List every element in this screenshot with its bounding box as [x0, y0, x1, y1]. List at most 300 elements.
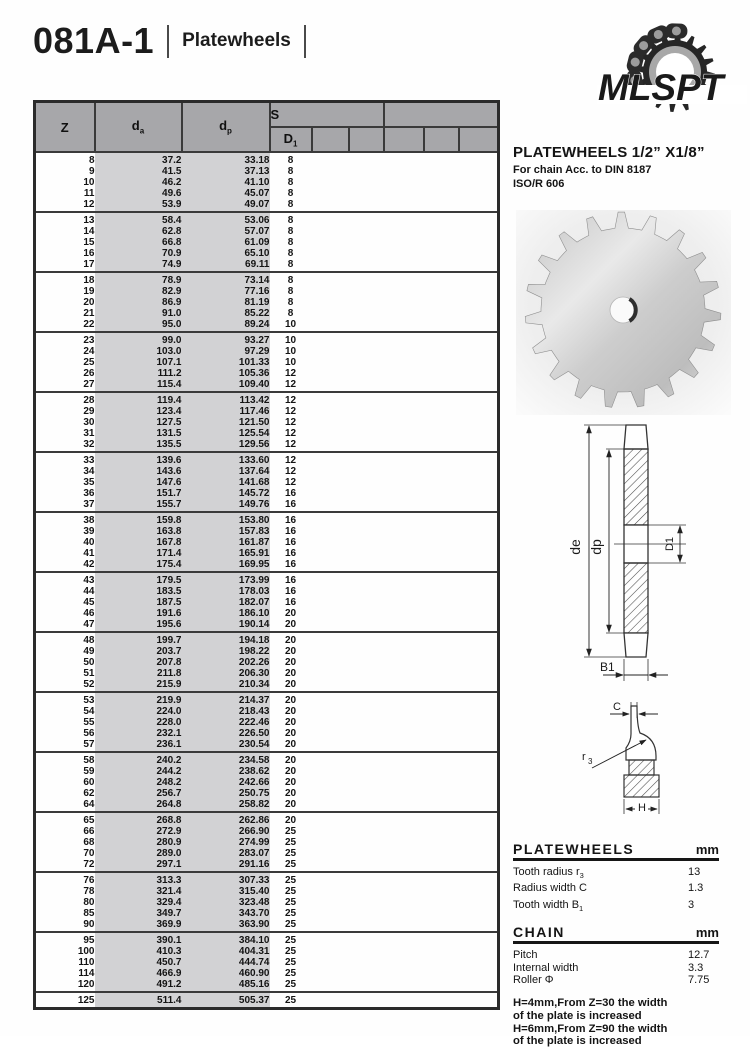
table-row [35, 777, 499, 788]
spec-section [513, 841, 719, 1048]
table-cell-dp: 194.18 [182, 632, 270, 646]
table-cell-s: 12 [284, 439, 297, 450]
table-cell-s: 20 [284, 717, 297, 728]
table-row [35, 788, 499, 799]
table-cell-z: 36 [83, 488, 95, 499]
table-row [35, 679, 499, 692]
table-cell-rest [384, 439, 499, 452]
table-cell-da: 99.0 [95, 332, 182, 346]
table-cell-dp: 182.07 [182, 597, 270, 608]
table-cell-da: 215.9 [95, 679, 182, 692]
table-cell-dp: 186.10 [182, 608, 270, 619]
table-cell-da: 410.3 [95, 946, 182, 957]
table-row [35, 379, 499, 392]
table-row [35, 572, 499, 586]
table-cell-rest [384, 477, 499, 488]
table-cell-s: 8 [287, 237, 294, 248]
table-cell-dp: 173.99 [182, 572, 270, 586]
table-cell-rest [384, 728, 499, 739]
table-row [35, 646, 499, 657]
table-cell-s: 20 [284, 646, 297, 657]
table-cell-s: 20 [284, 695, 297, 706]
table-cell-dp: 85.22 [182, 308, 270, 319]
table-cell-da: 107.1 [95, 357, 182, 368]
table-cell-z: 72 [83, 859, 95, 870]
table-cell-da: 199.7 [95, 632, 182, 646]
table-cell-rest [384, 499, 499, 512]
table-cell-s: 20 [284, 799, 297, 810]
table-cell-z: 58 [83, 755, 95, 766]
table-cell-z: 42 [83, 559, 95, 570]
table-cell-z: 90 [83, 919, 95, 930]
plate-width-notes: H=4mm,From Z=30 the width of the plate is increased H=6mm,From Z=90 the width of the plate is increased [513, 997, 668, 1048]
table-cell-dp: 222.46 [182, 717, 270, 728]
table-cell-dp: 69.11 [182, 259, 270, 272]
table-cell-z: 21 [83, 308, 95, 319]
table-cell-rest [384, 199, 499, 212]
table-cell-s: 16 [284, 575, 297, 586]
table-row [35, 559, 499, 572]
platewheels-spec-title: PLATEWHEELS [513, 841, 635, 857]
table-cell-dp: 178.03 [182, 586, 270, 597]
table-cell-da: 272.9 [95, 826, 182, 837]
table-cell-rest [384, 706, 499, 717]
table-cell-rest [384, 332, 499, 346]
table-cell-da: 195.6 [95, 619, 182, 632]
table-cell-da: 147.6 [95, 477, 182, 488]
table-cell-da: 369.9 [95, 919, 182, 932]
table-cell-rest [384, 248, 499, 259]
table-cell-rest [384, 559, 499, 572]
table-row [35, 608, 499, 619]
table-cell-z: 17 [83, 259, 95, 270]
table-row [35, 897, 499, 908]
table-cell-dp: 210.34 [182, 679, 270, 692]
table-cell-s: 16 [284, 597, 297, 608]
table-cell-z: 50 [83, 657, 95, 668]
table-cell-s: 8 [287, 177, 294, 188]
table-cell-dp: 307.33 [182, 872, 270, 886]
table-cell-rest [384, 572, 499, 586]
table-cell-dp: 190.14 [182, 619, 270, 632]
title-divider [304, 25, 306, 58]
table-cell-z: 54 [83, 706, 95, 717]
table-cell-dp: 444.74 [182, 957, 270, 968]
table-cell-rest [384, 608, 499, 619]
table-cell-rest [384, 897, 499, 908]
table-cell-s: 8 [287, 199, 294, 210]
table-cell-da: 111.2 [95, 368, 182, 379]
table-cell-dp: 363.90 [182, 919, 270, 932]
table-cell-z: 65 [83, 815, 95, 826]
table-cell-da: 86.9 [95, 297, 182, 308]
col-header-blank [384, 102, 499, 128]
table-cell-rest [384, 886, 499, 897]
table-cell-da: 155.7 [95, 499, 182, 512]
table-row [35, 799, 499, 812]
table-cell-z: 59 [83, 766, 95, 777]
table-cell-da: 131.5 [95, 428, 182, 439]
table-row [35, 152, 499, 166]
table-cell-s: 25 [284, 875, 297, 886]
table-cell-rest [384, 859, 499, 872]
table-cell-dp: 206.30 [182, 668, 270, 679]
table-row [35, 859, 499, 872]
table-cell-dp: 218.43 [182, 706, 270, 717]
table-cell-da: 135.5 [95, 439, 182, 452]
table-cell-da: 163.8 [95, 526, 182, 537]
table-cell-z: 57 [83, 739, 95, 750]
col-header-empty [424, 127, 459, 152]
table-row [35, 439, 499, 452]
table-cell-s: 8 [287, 166, 294, 177]
table-cell-dp: 45.07 [182, 188, 270, 199]
table-row [35, 657, 499, 668]
table-cell-dp: 125.54 [182, 428, 270, 439]
table-row [35, 308, 499, 319]
table-cell-rest [384, 152, 499, 166]
table-cell-z: 78 [83, 886, 95, 897]
table-cell-z: 10 [83, 177, 95, 188]
table-cell-s: 25 [284, 995, 297, 1006]
table-cell-da: 187.5 [95, 597, 182, 608]
table-row [35, 199, 499, 212]
table-cell-rest [384, 837, 499, 848]
table-row [35, 886, 499, 897]
table-cell-s: 20 [284, 679, 297, 690]
product-heading: PLATEWHEELS 1/2” X1/8” [513, 144, 705, 161]
table-cell-z: 26 [83, 368, 95, 379]
table-row [35, 537, 499, 548]
table-row [35, 417, 499, 428]
table-cell-dp: 505.37 [182, 992, 270, 1009]
table-cell-dp: 283.07 [182, 848, 270, 859]
table-cell-da: 46.2 [95, 177, 182, 188]
table-row [35, 932, 499, 946]
table-cell-da: 103.0 [95, 346, 182, 357]
table-cell-da: 349.7 [95, 908, 182, 919]
table-cell-s: 20 [284, 815, 297, 826]
table-cell-z: 43 [83, 575, 95, 586]
table-cell-s: 12 [284, 417, 297, 428]
table-cell-z: 28 [83, 395, 95, 406]
table-cell-dp: 258.82 [182, 799, 270, 812]
table-cell-dp: 121.50 [182, 417, 270, 428]
spec-row-radius-width: Radius width C 1.3 [513, 882, 704, 895]
table-cell-s: 16 [284, 499, 297, 510]
table-row [35, 872, 499, 886]
dim-label-b1: B1 [600, 660, 615, 674]
table-cell-da: 240.2 [95, 752, 182, 766]
table-cell-s: 12 [284, 379, 297, 390]
table-row [35, 812, 499, 826]
table-cell-rest [384, 286, 499, 297]
table-cell-dp: 169.95 [182, 559, 270, 572]
table-cell-z: 8 [88, 155, 95, 166]
table-cell-s: 20 [284, 739, 297, 750]
table-cell-z: 15 [83, 237, 95, 248]
cross-section-drawing [540, 415, 750, 700]
table-cell-rest [384, 379, 499, 392]
table-cell-s: 12 [284, 466, 297, 477]
table-cell-rest [384, 646, 499, 657]
table-cell-s: 8 [287, 155, 294, 166]
table-cell-da: 228.0 [95, 717, 182, 728]
table-cell-z: 11 [83, 188, 95, 199]
table-cell-rest [384, 668, 499, 679]
table-cell-rest [384, 872, 499, 886]
dim-label-de: de [567, 539, 583, 555]
table-cell-z: 52 [83, 679, 95, 690]
table-cell-s: 25 [284, 826, 297, 837]
table-row [35, 728, 499, 739]
product-iso: ISO/R 606 [513, 178, 565, 190]
table-cell-z: 55 [83, 717, 95, 728]
table-cell-z: 41 [83, 548, 95, 559]
table-cell-dp: 404.31 [182, 946, 270, 957]
table-cell-z: 19 [83, 286, 95, 297]
table-row [35, 212, 499, 226]
table-cell-s: 8 [287, 259, 294, 270]
table-cell-s: 16 [284, 537, 297, 548]
table-cell-da: 321.4 [95, 886, 182, 897]
table-cell-rest [384, 908, 499, 919]
table-cell-da: 256.7 [95, 788, 182, 799]
table-row [35, 392, 499, 406]
table-row [35, 946, 499, 957]
table-cell-z: 14 [83, 226, 95, 237]
dim-label-d1: D1 [664, 536, 676, 552]
table-cell-rest [384, 919, 499, 932]
table-cell-z: 37 [83, 499, 95, 510]
table-row [35, 908, 499, 919]
table-row [35, 357, 499, 368]
table-cell-rest [384, 417, 499, 428]
table-cell-z: 24 [83, 346, 95, 357]
table-cell-s: 20 [284, 706, 297, 717]
table-cell-z: 40 [83, 537, 95, 548]
chain-spec-unit: mm [695, 925, 719, 941]
table-cell-da: 207.8 [95, 657, 182, 668]
table-cell-rest [384, 346, 499, 357]
spec-row-tooth-radius: Tooth radius $r_3$ 13 [513, 866, 701, 881]
table-cell-z: 48 [83, 635, 95, 646]
table-cell-z: 35 [83, 477, 95, 488]
tooth-detail-drawing [570, 698, 750, 830]
page-subtitle: Platewheels [182, 30, 291, 51]
table-cell-da: 53.9 [95, 199, 182, 212]
table-cell-da: 151.7 [95, 488, 182, 499]
table-row [35, 477, 499, 488]
table-cell-rest [384, 548, 499, 559]
table-cell-rest [384, 848, 499, 859]
table-row [35, 297, 499, 308]
table-cell-rest [384, 657, 499, 668]
table-cell-dp: 101.33 [182, 357, 270, 368]
table-cell-z: 70 [83, 848, 95, 859]
table-cell-rest [384, 537, 499, 548]
table-cell-rest [384, 226, 499, 237]
table-row [35, 499, 499, 512]
table-cell-z: 38 [83, 515, 95, 526]
table-cell-z: 120 [77, 979, 95, 990]
table-cell-rest [384, 777, 499, 788]
table-row [35, 346, 499, 357]
table-row [35, 919, 499, 932]
table-cell-da: 219.9 [95, 692, 182, 706]
table-cell-da: 390.1 [95, 932, 182, 946]
table-cell-z: 16 [83, 248, 95, 259]
right-panel [513, 0, 747, 1048]
table-cell-rest [384, 597, 499, 608]
table-cell-rest [384, 452, 499, 466]
table-cell-z: 29 [83, 406, 95, 417]
table-cell-da: 41.5 [95, 166, 182, 177]
table-cell-rest [384, 392, 499, 406]
table-cell-s: 12 [284, 428, 297, 439]
table-cell-da: 159.8 [95, 512, 182, 526]
table-row [35, 488, 499, 499]
table-cell-dp: 266.90 [182, 826, 270, 837]
table-cell-dp: 105.36 [182, 368, 270, 379]
table-cell-z: 62 [83, 788, 95, 799]
table-cell-da: 248.2 [95, 777, 182, 788]
table-cell-rest [384, 932, 499, 946]
table-cell-da: 115.4 [95, 379, 182, 392]
table-cell-dp: 157.83 [182, 526, 270, 537]
table-cell-rest [384, 788, 499, 799]
table-cell-rest [384, 259, 499, 272]
table-cell-dp: 202.26 [182, 657, 270, 668]
table-cell-dp: 65.10 [182, 248, 270, 259]
table-row [35, 979, 499, 992]
dim-label-c: C [613, 701, 621, 713]
table-row [35, 286, 499, 297]
table-cell-s: 20 [284, 755, 297, 766]
table-cell-dp: 234.58 [182, 752, 270, 766]
table-cell-rest [384, 319, 499, 332]
table-cell-da: 179.5 [95, 572, 182, 586]
table-cell-s: 25 [284, 979, 297, 990]
table-cell-s: 16 [284, 526, 297, 537]
table-cell-s: 20 [284, 728, 297, 739]
table-cell-s: 8 [287, 308, 294, 319]
table-cell-rest [384, 428, 499, 439]
table-cell-s: 25 [284, 946, 297, 957]
table-cell-s: 25 [284, 897, 297, 908]
table-cell-s: 25 [284, 859, 297, 870]
table-cell-da: 268.8 [95, 812, 182, 826]
table-cell-da: 466.9 [95, 968, 182, 979]
table-cell-z: 49 [83, 646, 95, 657]
table-cell-rest [384, 512, 499, 526]
table-cell-rest [384, 812, 499, 826]
table-cell-rest [384, 946, 499, 957]
table-cell-s: 20 [284, 766, 297, 777]
table-cell-s: 8 [287, 188, 294, 199]
dim-label-r3: r [582, 751, 586, 763]
table-row [35, 968, 499, 979]
table-cell-rest [384, 679, 499, 692]
col-header-empty [384, 127, 424, 152]
dim-label-dp: dp [588, 539, 604, 555]
table-cell-da: 183.5 [95, 586, 182, 597]
col-header-empty [312, 127, 349, 152]
table-cell-z: 25 [83, 357, 95, 368]
table-cell-z: 46 [83, 608, 95, 619]
table-cell-dp: 33.18 [182, 152, 270, 166]
table-cell-z: 56 [83, 728, 95, 739]
table-cell-da: 91.0 [95, 308, 182, 319]
table-row [35, 512, 499, 526]
table-cell-da: 264.8 [95, 799, 182, 812]
table-cell-s: 10 [284, 319, 297, 330]
table-cell-z: 44 [83, 586, 95, 597]
table-cell-da: 62.8 [95, 226, 182, 237]
table-cell-da: 232.1 [95, 728, 182, 739]
table-row [35, 226, 499, 237]
table-cell-da: 236.1 [95, 739, 182, 752]
table-cell-dp: 113.42 [182, 392, 270, 406]
table-cell-z: 100 [77, 946, 95, 957]
table-cell-dp: 137.64 [182, 466, 270, 477]
col-header-s: S [270, 102, 384, 128]
table-cell-dp: 242.66 [182, 777, 270, 788]
table-cell-s: 8 [287, 275, 294, 286]
table-cell-rest [384, 826, 499, 837]
table-cell-dp: 89.24 [182, 319, 270, 332]
table-cell-s: 16 [284, 488, 297, 499]
table-row [35, 597, 499, 608]
table-cell-s: 8 [287, 215, 294, 226]
table-cell-dp: 226.50 [182, 728, 270, 739]
table-cell-dp: 214.37 [182, 692, 270, 706]
table-row [35, 526, 499, 537]
table-cell-da: 224.0 [95, 706, 182, 717]
page-title: 081A-1 [33, 20, 155, 61]
table-row [35, 668, 499, 679]
table-cell-z: 13 [83, 215, 95, 226]
table-cell-rest [384, 297, 499, 308]
table-cell-da: 74.9 [95, 259, 182, 272]
table-cell-dp: 230.54 [182, 739, 270, 752]
table-cell-dp: 198.22 [182, 646, 270, 657]
table-cell-da: 123.4 [95, 406, 182, 417]
chain-spec-header [513, 924, 719, 944]
table-cell-rest [384, 212, 499, 226]
col-header-z: Z [35, 102, 95, 153]
table-cell-rest [384, 586, 499, 597]
table-cell-da: 127.5 [95, 417, 182, 428]
table-row [35, 992, 499, 1009]
table-cell-dp: 485.16 [182, 979, 270, 992]
table-cell-z: 51 [83, 668, 95, 679]
table-cell-dp: 149.76 [182, 499, 270, 512]
table-cell-z: 32 [83, 439, 95, 450]
table-cell-da: 329.4 [95, 897, 182, 908]
table-row [35, 237, 499, 248]
table-cell-s: 12 [284, 395, 297, 406]
table-cell-z: 23 [83, 335, 95, 346]
table-cell-s: 8 [287, 226, 294, 237]
table-cell-rest [384, 752, 499, 766]
table-cell-dp: 41.10 [182, 177, 270, 188]
table-cell-s: 25 [284, 848, 297, 859]
table-cell-rest [384, 368, 499, 379]
table-cell-dp: 238.62 [182, 766, 270, 777]
table-row [35, 177, 499, 188]
table-row [35, 452, 499, 466]
